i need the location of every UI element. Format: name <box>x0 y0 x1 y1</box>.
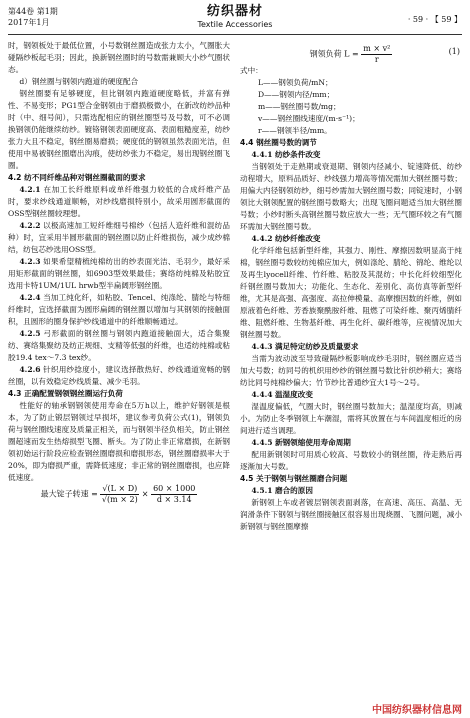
journal-brand: 纺织器材 <box>206 4 263 19</box>
paragraph-4-4-4: 湿温度偏低，气圈大时，钢丝圈号数加大；温湿度均高，则减小。为防止冬季钢领上车潮湿，需将其放置在与车间温度相近的房间进行适当调理。 <box>240 402 462 435</box>
article-body <box>8 40 462 704</box>
right-column <box>240 40 462 704</box>
section-number: 4.2.4 <box>19 293 41 302</box>
paragraph-text: 针织用纱捻度小，建议选择散热好、纱线通道宽畅的钢丝圈，以有效稳定纱线质量、减少毛羽。 <box>8 365 230 386</box>
paragraph-text: 如果希望精梳纯棉纺出的纱表面光洁、毛羽少，最好采用矩形截面的钢丝圈，如6903型效果最佳；赛络纺纯棉及粘胶宜选用卡特1UM/1UL hrwb型半扁阔形钢丝圈。 <box>8 257 230 290</box>
paragraph-4-2-4 <box>8 292 230 328</box>
paragraph-4-2-2 <box>8 220 230 256</box>
formula-ring-load <box>240 44 462 65</box>
equation-number: (1) <box>448 47 460 56</box>
paragraph-text: 当加工纯化纤，如粘胶、Tencel、纯涤纶、腈纶与特细纤维时，宜选择截面为圆形扁阔的钢丝圈以增加与其钢领的接触面积，且圆形的圈身保护纱线通道中的纤维顺畅通过。 <box>8 293 230 326</box>
section-number: 4.2.5 <box>19 329 41 338</box>
formula-label: 钢领负荷 L = <box>309 49 362 59</box>
variable-def: m——钢丝圈号数/mg； <box>258 102 341 111</box>
paragraph: 时，钢领板处于最低位置，小号数钢丝圈造成张力太小，气圈胀大碰隔纱板起毛羽；因此，换新钢丝圈时的号数需兼顾大小纱气圈状态。 <box>8 41 230 74</box>
section-number: 4.2.2 <box>19 221 41 230</box>
subheading-d: d）钢丝圈与钢领内跑道的硬度配合 <box>19 77 139 86</box>
subheading-4-5-1: 4.5.1 磨合的原因 <box>251 486 313 495</box>
section-heading-4-4: 4.4 钢丝圈号数的调节 <box>240 138 317 147</box>
formula-max-spindle-speed: 最大锭子转速 = $\frac{√(L \times D)}{√(m \times 2)}$ × $\frac{60 \times 1000}{d \times 3.14}$ <box>40 484 196 504</box>
paragraph-text: 在加工长纤维原料或单纤维强力较低的合成纤维产品时，要求纱线通道顺畅，对纱线磨损特别小，故采用圆形截面的OSS型钢丝圈较理想。 <box>8 185 230 218</box>
paragraph-4-2-6 <box>8 364 230 388</box>
subheading-4-4-4: 4.4.4 温湿度改变 <box>251 390 313 399</box>
subheading-4-4-1: 4.4.1 纺纱条件改变 <box>251 150 321 159</box>
section-heading-4-3: 4.3 正确配置钢领钢丝圈运行负荷 <box>8 389 123 398</box>
paragraph-4-2-1 <box>8 184 230 220</box>
paragraph-4-2-3 <box>8 256 230 292</box>
subheading-4-4-2: 4.4.2 纺纱纤维改变 <box>251 234 321 243</box>
variable-def: D——钢领内径/mm； <box>258 90 335 99</box>
paragraph-4-4-1: 当钢领处于走熟期或衰退期、钢领内径减小、锭速降低、纺纱动程增大，原料品质好、纱线强力增高等情况需加大钢丝圈号数；用偏大内径钢领纺纱，细号纱需加大钢丝圈号数；同锭速时，小钢领比大钢领配置的钢丝圈号数略大；出现飞圈问题适当加大钢丝圈号数；小纱时断头高钢丝圈号数应放大一些；无气圈环较之有气圈环需加大钢丝圈号数。 <box>240 162 462 231</box>
where-label: 式中： <box>240 66 263 75</box>
variable-def: v——钢丝圈线速度/(m·s⁻¹)； <box>258 114 360 123</box>
paragraph-4-3: 性能好的轴承钢钢领使用寿命在5万h以上，维护好钢领是根本，为了防止锻层钢领过早损坏，建议参考负荷公式(1)，钢领负荷与钢丝圈线速度及质量正相关，而与钢领半径负相关，防止钢丝圈超速而发生热熔损型飞圈、断头。为了防止非正常磨损，在新钢领初始运行阶段应检查钢丝圈磨损和磨损形态，钢丝圈磨损率大于20%，即为磨损严重，需降低速度；非正常的钢丝圈磨损，也应降低速度。 <box>8 401 230 482</box>
paragraph-4-5-1: 新钢领上车或者镀层钢领表面剥落，在高速、高压、高温、无润滑条件下钢领与钢丝圈接触区很容易出现烧圈、飞圈问题，减小新钢领与钢丝圈摩擦 <box>240 498 462 531</box>
paragraph-4-2-5 <box>8 328 230 364</box>
journal-english: Textile Accessories <box>197 20 273 29</box>
paragraph-4-4-5: 配用新钢领时可用质心较高、号数较小的钢丝圈，待走熟后再逐渐加大号数。 <box>240 450 462 471</box>
journal-title <box>8 4 462 30</box>
date-label: 2017年1月 <box>8 18 50 27</box>
section-heading-4-2: 4.2 纺不同纤维品种对钢丝圈截面的要求 <box>8 173 146 182</box>
subheading-4-4-3: 4.4.3 满足特定纺纱及质量要求 <box>251 342 359 351</box>
page-number: · 59 · 【 59 】 <box>407 15 462 24</box>
subheading-4-4-5: 4.4.5 新钢领缩使用寿命周期 <box>251 438 351 447</box>
paragraph: 钢丝圈要有足够硬度，但比钢领内跑道硬度略低，并富有弹性、不易变形；PG1型合金钢领由于磨损极微小，在新改纺纱品种时（中、细号间），只需选配相应的钢丝圈型号及号数，可不必调换钢领仍能继续纺纱。镀铬钢领表面硬度高、表面粗糙度差，纺纱张力大且不稳定，钢丝圈易磨损；硬度低的钢领虽然表面光洁，但使用中易被钢丝圈磨出沟痕，使纺纱张力不稳定，易出现钢丝圈飞圈。 <box>8 89 230 170</box>
section-number: 4.2.1 <box>19 185 41 194</box>
formula-fraction-1: $\frac{√(L \times D)}{√(m \times 2)}$ <box>101 484 138 504</box>
paragraph-text: 以极高速加工短纤维细号棉纱（包括人造纤维和混纺品种）时，宜采用半圆形截面的钢丝圈以防止纤维损伤，减少成纱棉结，纺包芯纱选用OSS型。 <box>8 221 230 254</box>
variable-def: r——钢领半径/mm。 <box>258 126 332 135</box>
section-number: 4.2.3 <box>19 257 41 266</box>
formula-fraction-2: $\frac{60 \times 1000}{d \times 3.14}$ <box>153 484 196 504</box>
paragraph-4-4-3: 当需为波动波至导致碰隔纱板影响成纱毛羽时，钢丝圈应适当加大号数；纺同号的机织用纱纱的钢丝圈号数比针织纱稍大；赛络纺比同号纯棉纱偏大；竹节纱比普通纱宜大1号～2号。 <box>240 354 462 387</box>
paragraph-4-4-2: 化学纤维包括新型纤维，其强力、刚性、摩擦因数明显高于纯棉，钢丝圈号数较纺纯棉应加大，例如涤纶、腈纶、锦纶、维纶以及再生lyocell纤维、竹纤维、粘胶及其混纺；中长化纤较细型化纤钢丝圈号数加大；功能化、生态化、差别化、高仿真等新型纤维，尤其是高强、高强度、高拉伸模量、高摩擦因数的纤维，例如原液着色纤维、芳香族聚酰胺纤维、阻燃了可染纤维、聚丙烯腈纤维、阻燃纤维、生物基纤维、再生化纤、碳纤维等，应视情况加大钢丝圈号数。 <box>240 246 462 339</box>
section-number: 4.2.6 <box>19 365 41 374</box>
formula-fraction: $\frac{\text{m × v²}}{r}$ <box>363 44 391 64</box>
watermark-logo: 中国纺织器材信息网 <box>372 705 462 716</box>
variable-def: L——钢领负荷/mN； <box>258 78 333 87</box>
volume-label: 第44卷 第1期 <box>8 7 58 16</box>
formula-label: 最大锭子转速 = <box>40 489 101 499</box>
page-header <box>8 4 462 35</box>
paragraph-text: 弓形截面的钢丝圈与钢领内跑道接触面大，适合集聚纺、赛络集聚纺及纺正规细、支精等低强的纤维，也适纺纯棉或粘胶19.4 tex～7.3 tex纱。 <box>8 329 230 362</box>
left-column <box>8 40 230 704</box>
section-heading-4-5: 4.5 关于钢领与钢丝圈磨合问题 <box>240 474 348 483</box>
